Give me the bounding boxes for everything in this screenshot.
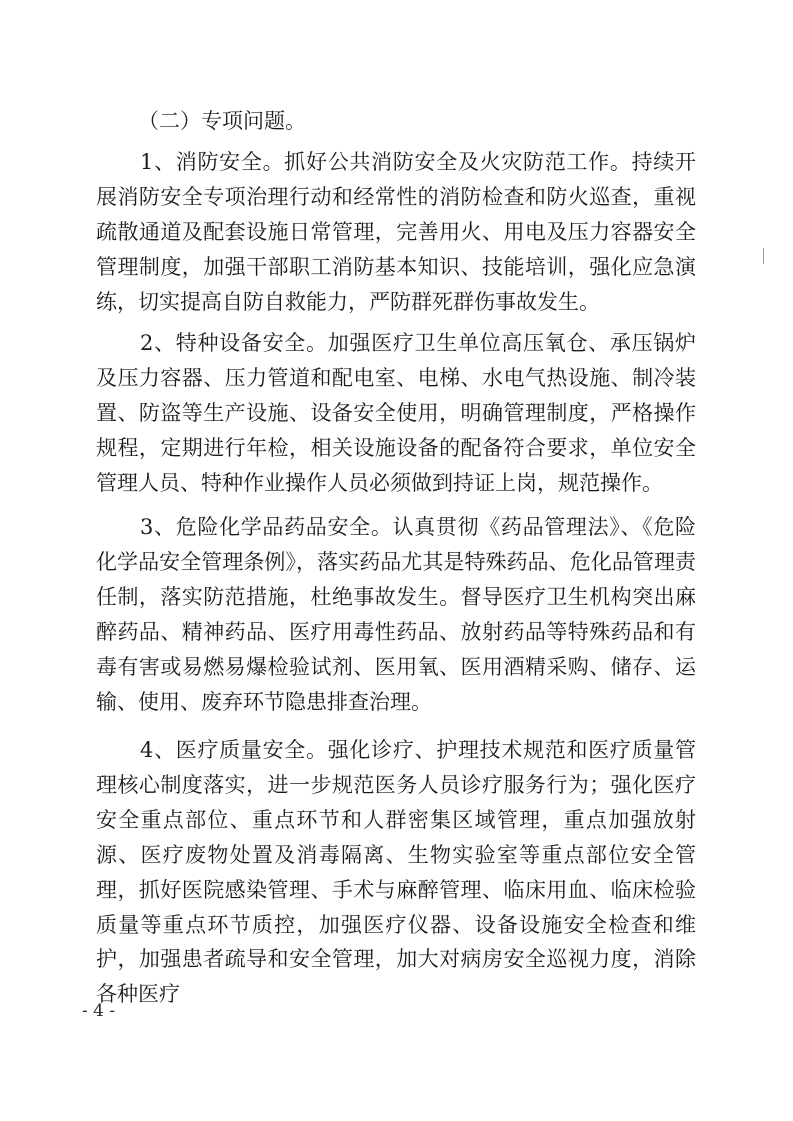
paragraph-fire-safety: 1、消防安全。抓好公共消防安全及火灾防范工作。持续开展消防安全专项治理行动和经常性的消防检查和防火巡查，重视疏散通道及配套设施日常管理，完善用火、用电及压力容器安全管理制度，加强干部职工消防基本知识、技能培训，强化应急演练，切实提高自防自救能力，严防群死群伤事故发生。 [96,150,696,314]
section-heading: （二）专项问题。 [138,109,306,133]
paragraph-hazardous-chemicals-drug-safety: 3、危险化学品药品安全。认真贯彻《药品管理法》、《危险化学品安全管理条例》，落实药品尤其是特殊药品、危化品管理责任制，落实防范措施，杜绝事故发生。督导医疗卫生机构突出麻醉药品、精神药品、医疗用毒性药品、放射药品等特殊药品和有毒有害或易燃易爆检验试剂、医用氧、医用酒精采购、储存、运输、使用、废弃环节隐患排查治理。 [96,515,696,714]
page-number: - 4 - [82,1001,116,1021]
paragraph-medical-quality-safety: 4、医疗质量安全。强化诊疗、护理技术规范和医疗质量管理核心制度落实，进一步规范医务人员诊疗服务行为；强化医疗安全重点部位、重点环节和人群密集区域管理，重点加强放射源、医疗废物处置及消毒隔离、生物实验室等重点部位安全管理，抓好医院感染管理、手术与麻醉管理、临床用血、临床检验质量等重点环节质控，加强医疗仪器、设备设施安全检查和维护，加强患者疏导和安全管理，加大对病房安全巡视力度，消除各种医疗 [96,738,696,1007]
scan-edge-mark [763,248,764,264]
paragraph-special-equipment-safety: 2、特种设备安全。加强医疗卫生单位高压氧仓、承压锅炉及压力容器、压力管道和配电室、电梯、水电气热设施、制冷装置、防盗等生产设施、设备安全使用，明确管理制度，严格操作规程，定期进行年检，相关设施设备的配备符合要求，单位安全管理人员、特种作业操作人员必须做到持证上岗，规范操作。 [96,331,696,495]
